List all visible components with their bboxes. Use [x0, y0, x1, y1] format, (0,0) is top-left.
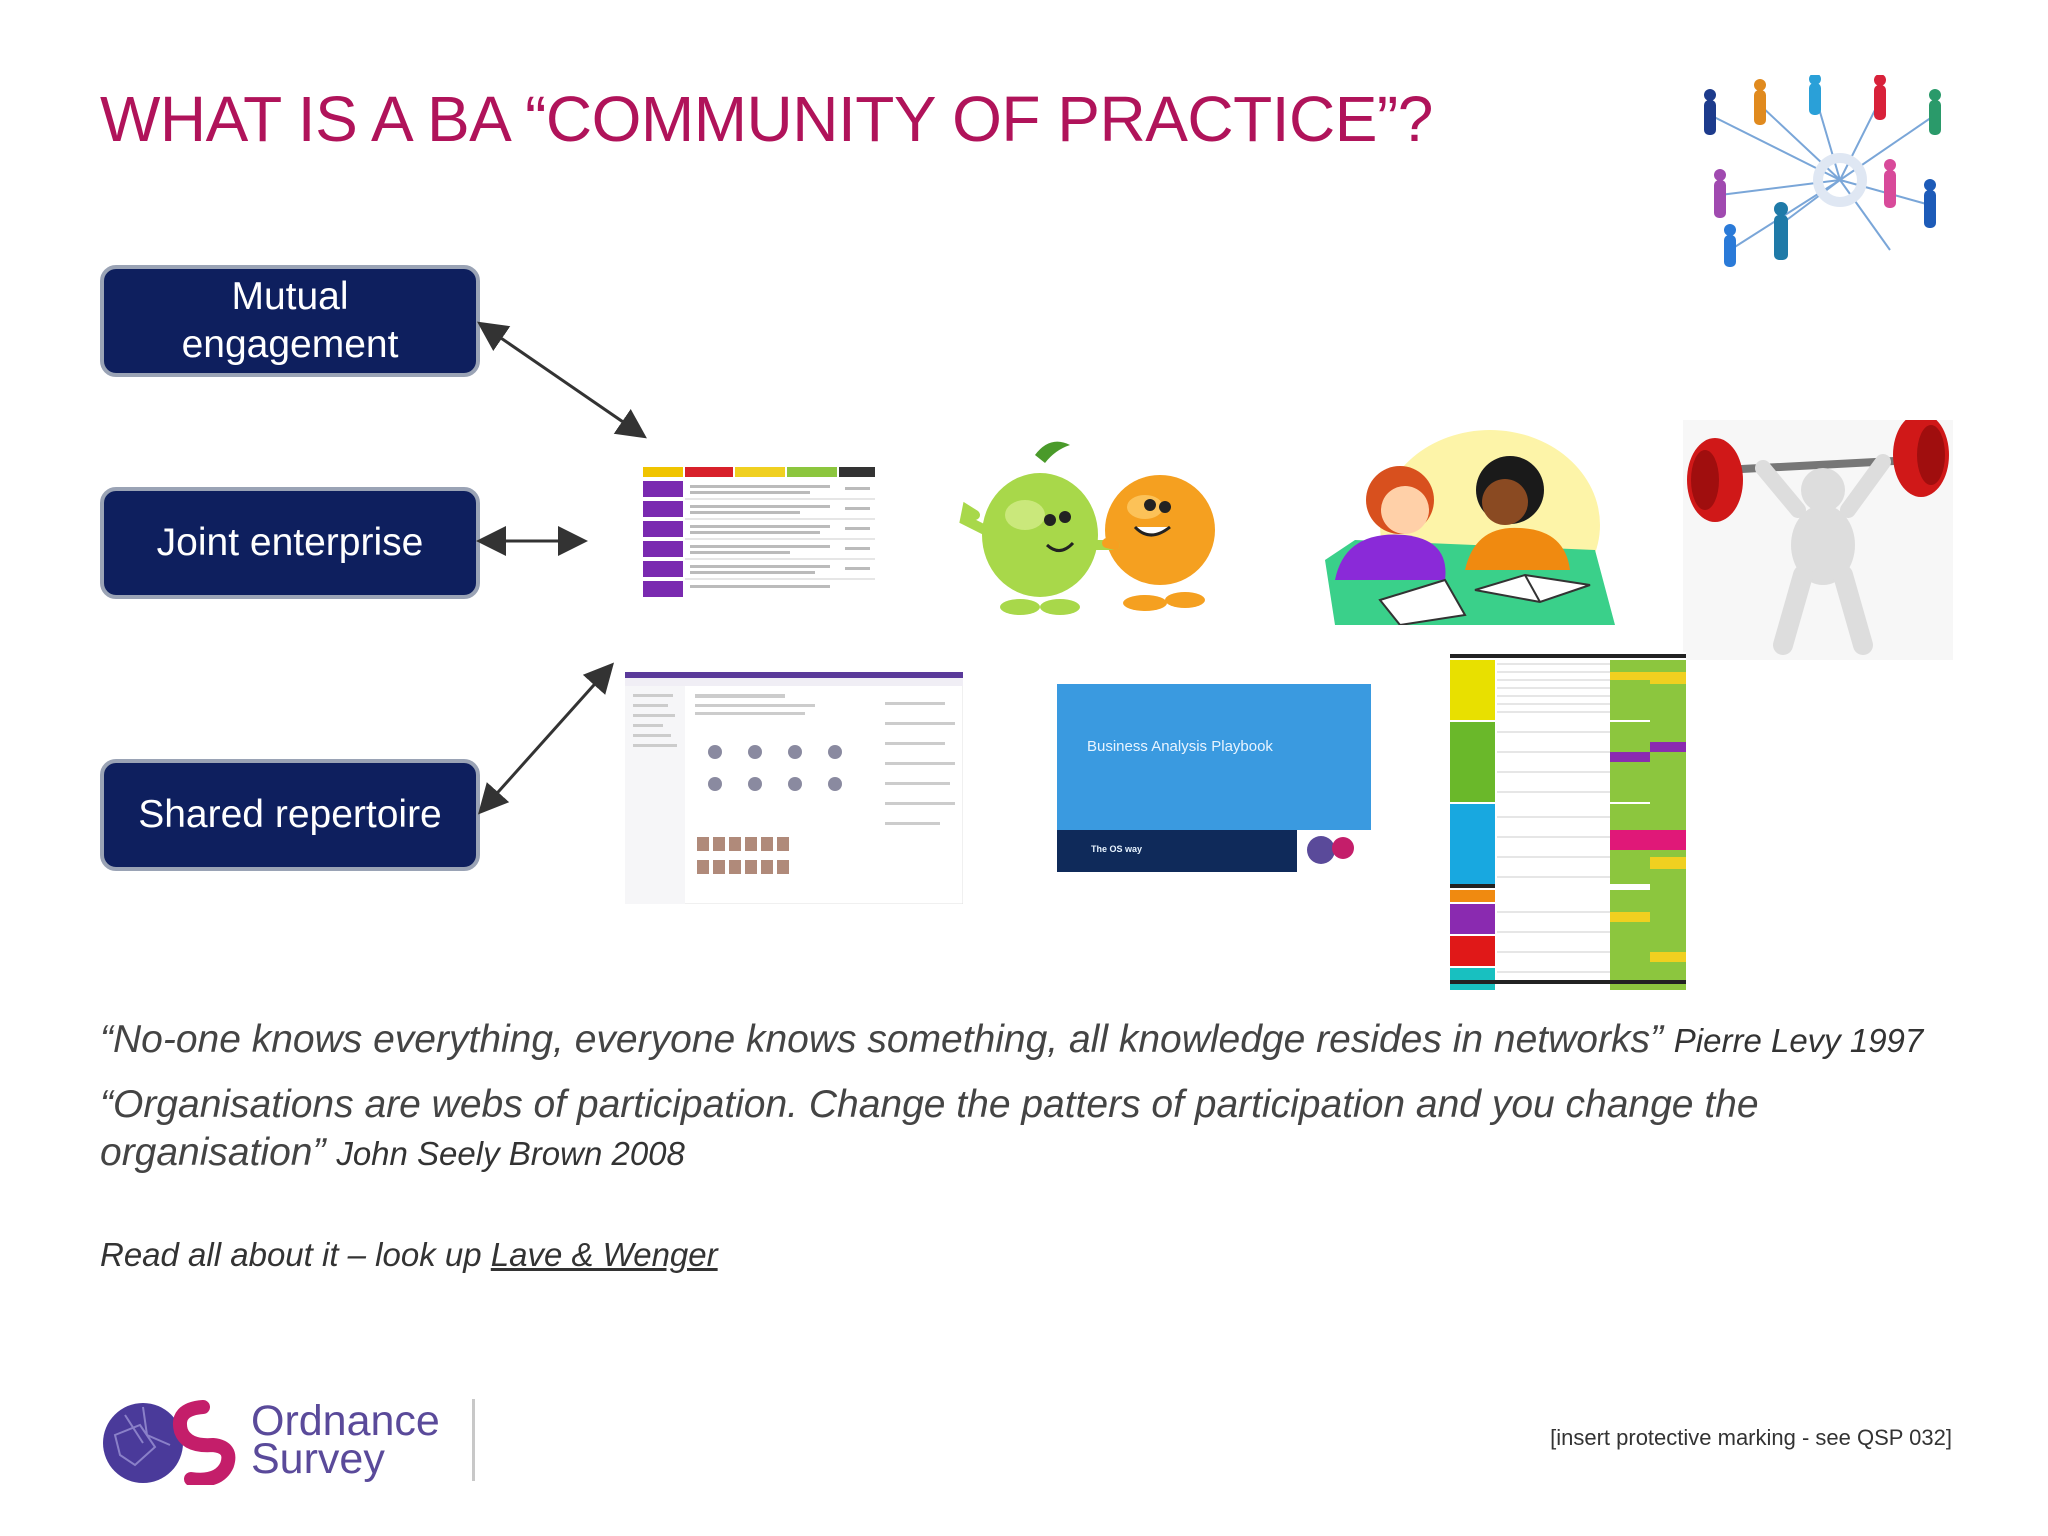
os-brand-line1: Ordnance: [251, 1397, 440, 1445]
playbook-os-logo: [1297, 830, 1371, 872]
quote-brown: [100, 1081, 1759, 1178]
students-studying-image: [1325, 430, 1615, 625]
playbook-title: Business Analysis Playbook: [1087, 738, 1273, 755]
shared-arrow: [482, 667, 610, 810]
os-brand-line2: Survey: [251, 1435, 385, 1483]
os-logo-mark: [95, 1395, 243, 1485]
shared-repertoire-box: Shared repertoire: [100, 759, 480, 871]
lave-wenger-link[interactable]: Lave & Wenger: [490, 1236, 718, 1273]
playbook-subtitle: The OS way: [1091, 844, 1143, 854]
competency-table-image: [640, 465, 880, 605]
quote-levy: [100, 1016, 1923, 1065]
os-brand-text: [251, 1397, 440, 1483]
joint-enterprise-box: Joint enterprise: [100, 487, 480, 599]
quote-levy-cite: Pierre Levy 1997: [1673, 1022, 1924, 1059]
weightlifter-image: [1683, 420, 1953, 660]
read-more-line: [100, 1236, 718, 1274]
slide-title: WHAT IS A BA “COMMUNITY OF PRACTICE”?: [100, 83, 1433, 155]
network-people-image: [1690, 75, 1970, 275]
logo-divider: [472, 1399, 475, 1481]
community-site-screenshot: [625, 672, 963, 904]
protective-marking: [insert protective marking - see QSP 032]: [1550, 1425, 1952, 1450]
mutual-arrow: [482, 325, 642, 435]
apple-orange-handshake-image: [955, 435, 1235, 620]
mutual-engagement-box: [100, 265, 480, 377]
playbook-cover: [1057, 684, 1371, 872]
read-more-prefix: Read all about it – look up: [100, 1236, 491, 1273]
quote-levy-text: “No-one knows everything, everyone knows something, all knowledge resides in networks”: [100, 1018, 1663, 1061]
quote-brown-cite: John Seely Brown 2008: [336, 1135, 685, 1172]
quote-brown-line2-wrap: [100, 1129, 1759, 1178]
mutual-engagement-line1: Mutual: [231, 275, 349, 318]
quote-brown-line1: “Organisations are webs of participation. Change the patters of participation and you change the: [100, 1083, 1759, 1126]
quote-brown-line2: organisation”: [100, 1131, 326, 1174]
os-logo: [95, 1390, 475, 1490]
mutual-engagement-line2: engagement: [181, 323, 399, 366]
skills-matrix-image: [1450, 652, 1686, 992]
connector-arrows: [470, 310, 650, 830]
